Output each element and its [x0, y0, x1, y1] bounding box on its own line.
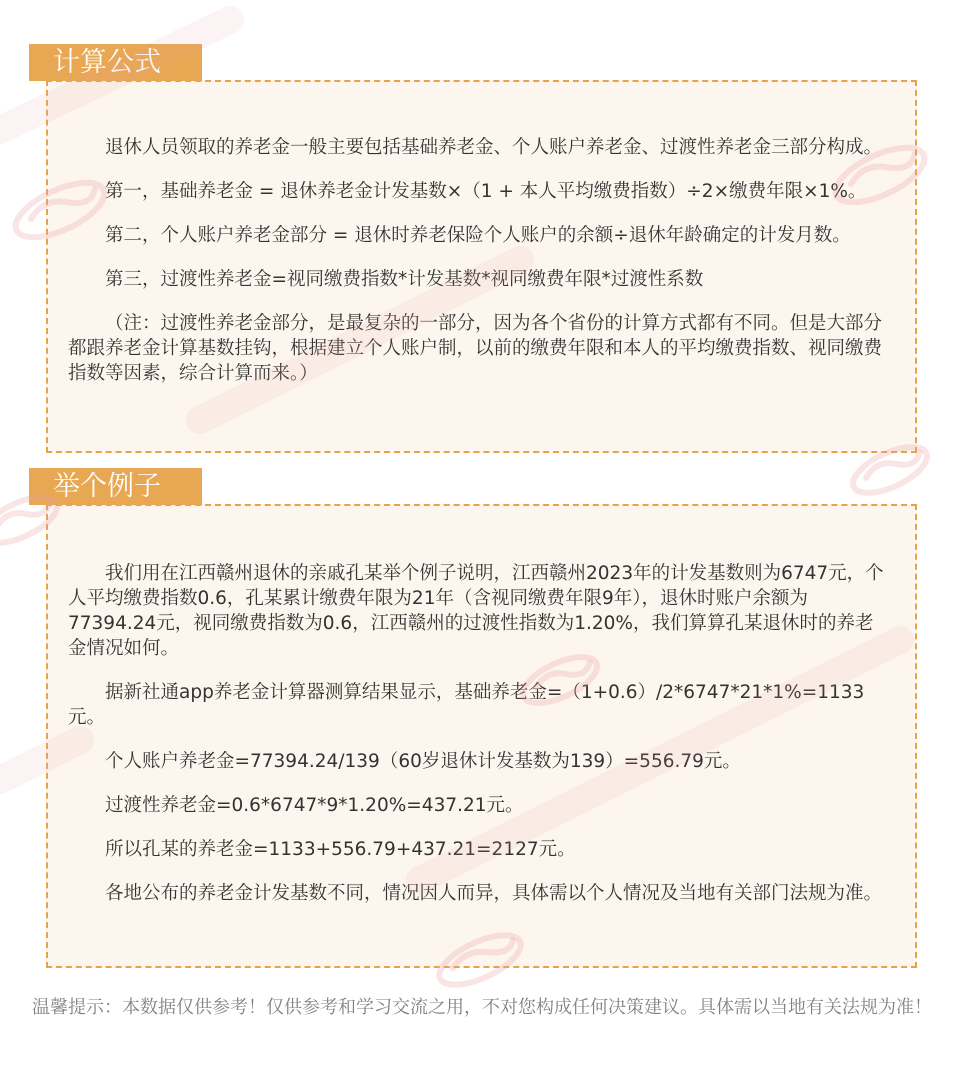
example-paragraph-transitional: 过渡性养老金=0.6*6747*9*1.20%=437.21元。 [105, 795, 524, 816]
formula-paragraph-transitional: 第三，过渡性养老金=视同缴费指数*计发基数*视同缴费年限*过渡性系数 [105, 269, 704, 290]
example-section-panel [46, 504, 917, 968]
formula-paragraph-basic-pension: 第一，基础养老金 = 退休养老金计发基数×（1 + 本人平均缴费指数）÷2×缴费年限×1%。 [105, 181, 867, 202]
formula-paragraph-note: （注：过渡性养老金部分，是最复杂的一部分，因为各个省份的计算方式都有不同。但是大部分都跟养老金计算基数挂钩，根据建立个人账户制，以前的缴费年限和本人的平均缴费指数、视同缴费指数等因素，综合计算而来。） [68, 313, 883, 384]
example-paragraph-disclaimer: 各地公布的养老金计发基数不同，情况因人而异，具体需以个人情况及当地有关部门法规为准。 [105, 883, 883, 904]
formula-section-title: 计算公式 [29, 44, 202, 81]
example-paragraph-personal-account: 个人账户养老金=77394.24/139（60岁退休计发基数为139）=556.79元。 [105, 751, 741, 772]
formula-paragraph-intro: 退休人员领取的养老金一般主要包括基础养老金、个人账户养老金、过渡性养老金三部分构成。 [105, 137, 883, 158]
formula-paragraph-personal-account: 第二，个人账户养老金部分 = 退休时养老保险个人账户的余额÷退休年龄确定的计发月数。 [105, 225, 851, 246]
example-paragraph-total: 所以孔某的养老金=1133+556.79+437.21=2127元。 [105, 839, 576, 860]
example-section-title: 举个例子 [29, 468, 202, 505]
example-paragraph-setup: 我们用在江西赣州退休的亲戚孔某举个例子说明，江西赣州2023年的计发基数则为6747元，个人平均缴费指数0.6，孔某累计缴费年限为21年（含视同缴费年限9年），退休时账户余额为77394.24元，视同缴费指数为0.6，江西赣州的过渡性指数为1.20%，我们算算孔某退休时的养老金情况如何。 [68, 563, 884, 659]
example-paragraph-basic-pension: 据新社通app养老金计算器测算结果显示，基础养老金=（1+0.6）/2*6747*21*1%=1133元。 [68, 682, 865, 728]
footer-disclaimer: 温馨提示：本数据仅供参考！仅供参考和学习交流之用，不对您构成任何决策建议。具体需以当地有关法规为准！ [32, 997, 932, 1018]
formula-section-panel [46, 80, 917, 453]
